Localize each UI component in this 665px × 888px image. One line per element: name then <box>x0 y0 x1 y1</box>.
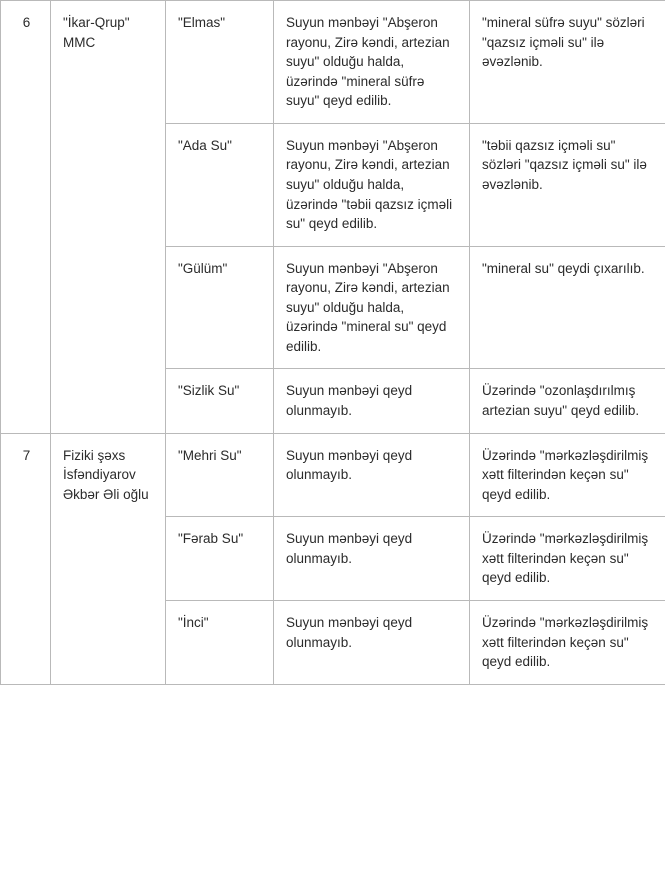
source-text: Suyun mənbəyi qeyd olunmayıb. <box>286 447 416 483</box>
brand-cell <box>166 1 274 124</box>
source-cell <box>274 246 470 369</box>
note-cell <box>470 517 665 601</box>
note-cell <box>470 246 665 369</box>
note-text: "mineral süfrə suyu" sözləri "qazsız içməli su" ilə əvəzlənib. <box>482 15 649 70</box>
brand-cell <box>166 600 274 684</box>
source-text: Suyun mənbəyi "Abşeron rayonu, Zirə kəndi, artezian suyu" olduğu halda, üzərində "təbii qazsız içməli su" qeyd edilib. <box>286 137 456 232</box>
company-name: Fiziki şəxs İsfəndiyarov Əkbər Əli oğlu <box>63 447 149 502</box>
note-text: Üzərində "mərkəzləşdirilmiş xətt filterindən keçən su" qeyd edilib. <box>482 531 652 586</box>
company-cell <box>51 433 166 684</box>
row-number-cell <box>1 433 51 684</box>
brand-cell <box>166 433 274 517</box>
company-name: "İkar-Qrup" MMC <box>63 15 134 50</box>
source-text: Suyun mənbəyi qeyd olunmayıb. <box>286 531 416 566</box>
brand-cell <box>166 369 274 433</box>
note-cell <box>470 1 665 124</box>
brand-name: "Sizlik Su" <box>178 383 240 399</box>
source-cell <box>274 517 470 601</box>
brand-name: "Mehri Su" <box>178 447 242 463</box>
source-cell <box>274 600 470 684</box>
brand-name: "Fərab Su" <box>178 531 244 547</box>
brand-name: "Elmas" <box>178 15 226 30</box>
note-cell <box>470 600 665 684</box>
note-text: Üzərində "mərkəzləşdirilmiş xətt filterindən keçən su" qeyd edilib. <box>482 447 652 502</box>
table-row <box>1 433 665 517</box>
source-text: Suyun mənbəyi qeyd olunmayıb. <box>286 614 416 650</box>
note-text: Üzərində "ozonlaşdırılmış artezian suyu" qeyd edilib. <box>482 383 640 418</box>
brand-name: "İnci" <box>178 614 209 630</box>
source-text: Suyun mənbəyi "Abşeron rayonu, Zirə kəndi, artezian suyu" olduğu halda, üzərində "mineral süfrə suyu" qeyd edilib. <box>286 15 454 109</box>
source-cell <box>274 1 470 124</box>
note-cell <box>470 369 665 433</box>
source-cell <box>274 433 470 517</box>
note-text: "təbii qazsız içməli su" sözləri "qazsız içməli su" ilə əvəzlənib. <box>482 137 651 192</box>
row-number-cell <box>1 1 51 434</box>
source-cell <box>274 369 470 433</box>
brand-name: "Ada Su" <box>178 137 232 153</box>
company-cell <box>51 1 166 434</box>
row-number: 6 <box>22 15 31 30</box>
source-text: Suyun mənbəyi "Abşeron rayonu, Zirə kəndi, artezian suyu" olduğu halda, üzərində "mineral su" qeyd edilib. <box>286 260 454 354</box>
brand-name: "Gülüm" <box>178 260 228 276</box>
brand-cell <box>166 517 274 601</box>
note-text: Üzərində "mərkəzləşdirilmiş xətt filterindən keçən su" qeyd edilib. <box>482 614 652 670</box>
source-cell <box>274 123 470 246</box>
table-row <box>1 1 665 124</box>
note-text: "mineral su" qeydi çıxarılıb. <box>482 260 645 276</box>
note-cell <box>470 433 665 517</box>
row-number: 7 <box>22 447 31 463</box>
source-text: Suyun mənbəyi qeyd olunmayıb. <box>286 383 416 418</box>
brand-cell <box>166 123 274 246</box>
note-cell <box>470 123 665 246</box>
brand-cell <box>166 246 274 369</box>
